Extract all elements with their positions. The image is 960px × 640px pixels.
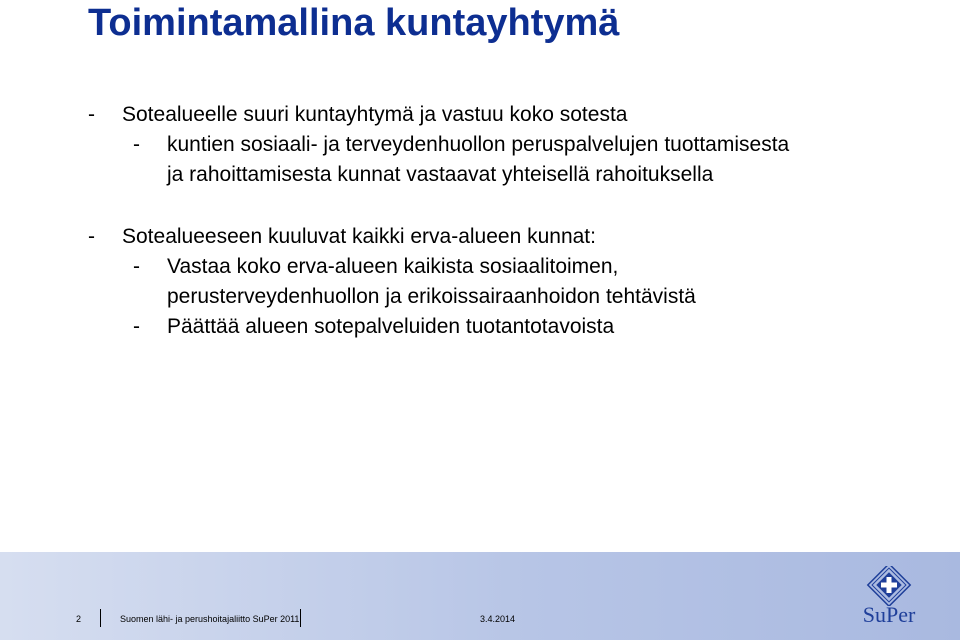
bullet-marker: - [88, 225, 95, 248]
footer-organization: Suomen lähi- ja perushoitajaliitto SuPer 2011 [120, 614, 300, 624]
super-diamond-cross-icon [852, 566, 926, 606]
sub-bullet-item [133, 252, 948, 312]
bullet-marker: - [133, 133, 140, 156]
bullet-item [88, 100, 948, 130]
footer-date: 3.4.2014 [480, 614, 516, 624]
sub-bullet-line: kuntien sosiaali- ja terveydenhuollon peruspalvelujen tuottamisesta [167, 133, 790, 156]
sub-bullet-line: perusterveydenhuollon ja erikoissairaanhoidon tehtävistä [167, 285, 696, 308]
sub-bullet-item [133, 312, 948, 342]
footer-divider [100, 609, 101, 627]
slide-title: Toimintamallina kuntayhtymä [88, 2, 620, 44]
bullet-text: Sotealueelle suuri kuntayhtymä ja vastuu koko sotesta [122, 103, 628, 126]
sub-bullet-line: ja rahoittamisesta kunnat vastaavat yhteisellä rahoituksella [167, 163, 714, 186]
bullet-item [88, 222, 948, 252]
sub-bullet-line: Vastaa koko erva-alueen kaikista sosiaalitoimen, [167, 255, 619, 278]
super-logo [852, 566, 926, 632]
bullet-marker: - [133, 315, 140, 338]
sub-bullet-item [133, 130, 948, 190]
footer-band [0, 552, 960, 640]
footer-divider [300, 609, 301, 627]
page-number: 2 [76, 614, 82, 624]
sub-bullet-line: Päättää alueen sotepalveluiden tuotantotavoista [167, 315, 615, 338]
bullet-marker: - [133, 255, 140, 278]
logo-wordmark: SuPer [862, 602, 916, 627]
bullet-text: Sotealueeseen kuuluvat kaikki erva-alueen kunnat: [122, 225, 596, 248]
bullet-list [88, 100, 948, 342]
bullet-marker: - [88, 103, 95, 126]
